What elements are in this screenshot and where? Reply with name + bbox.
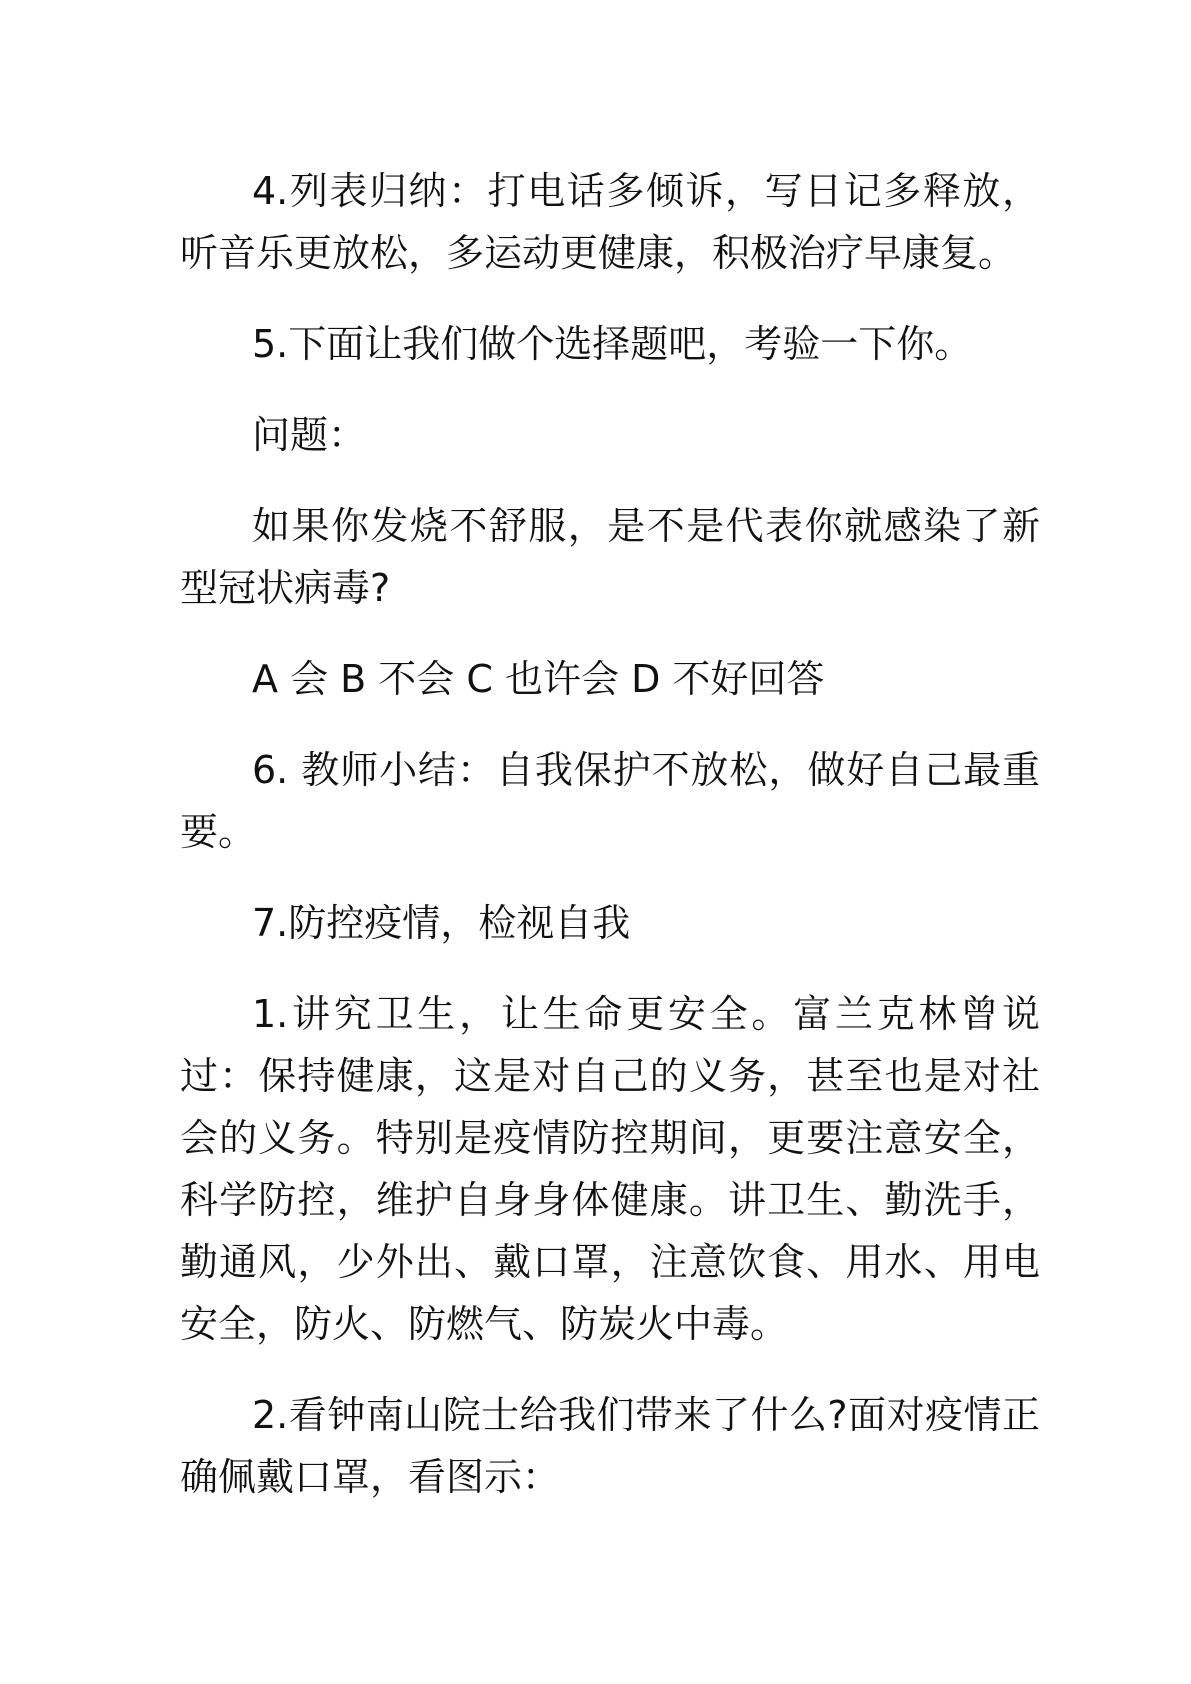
paragraph-hygiene: 1.讲究卫生，让生命更安全。富兰克林曾说过：保持健康，这是对自己的义务，甚至也是对社会的义务。特别是疫情防控期间，更要注意安全，科学防控，维护自身身体健康。讲卫生、勤洗手，勤通风，少外出、戴口罩，注意饮食、用水、用电安全，防火、防燃气、防炭火中毒。 bbox=[180, 992, 1040, 1346]
paragraph-section-heading: 7.防控疫情，检视自我 bbox=[252, 901, 631, 945]
paragraph-quiz-intro: 5.下面让我们做个选择题吧，考验一下你。 bbox=[252, 322, 973, 366]
paragraph-options: A 会 B 不会 C 也许会 D 不好回答 bbox=[252, 657, 825, 701]
paragraph-summary: 4.列表归纳：打电话多倾诉，写日记多释放，听音乐更放松，多运动更健康，积极治疗早康复。 bbox=[180, 169, 1040, 275]
paragraph-teacher-summary: 6. 教师小结：自我保护不放松，做好自己最重要。 bbox=[180, 748, 1040, 854]
paragraph-question-label: 问题： bbox=[252, 413, 367, 457]
document-page bbox=[180, 160, 1040, 1537]
paragraph-mask: 2.看钟南山院士给我们带来了什么?面对疫情正确佩戴口罩，看图示： bbox=[180, 1393, 1040, 1499]
paragraph-question: 如果你发烧不舒服，是不是代表你就感染了新型冠状病毒? bbox=[180, 504, 1040, 610]
